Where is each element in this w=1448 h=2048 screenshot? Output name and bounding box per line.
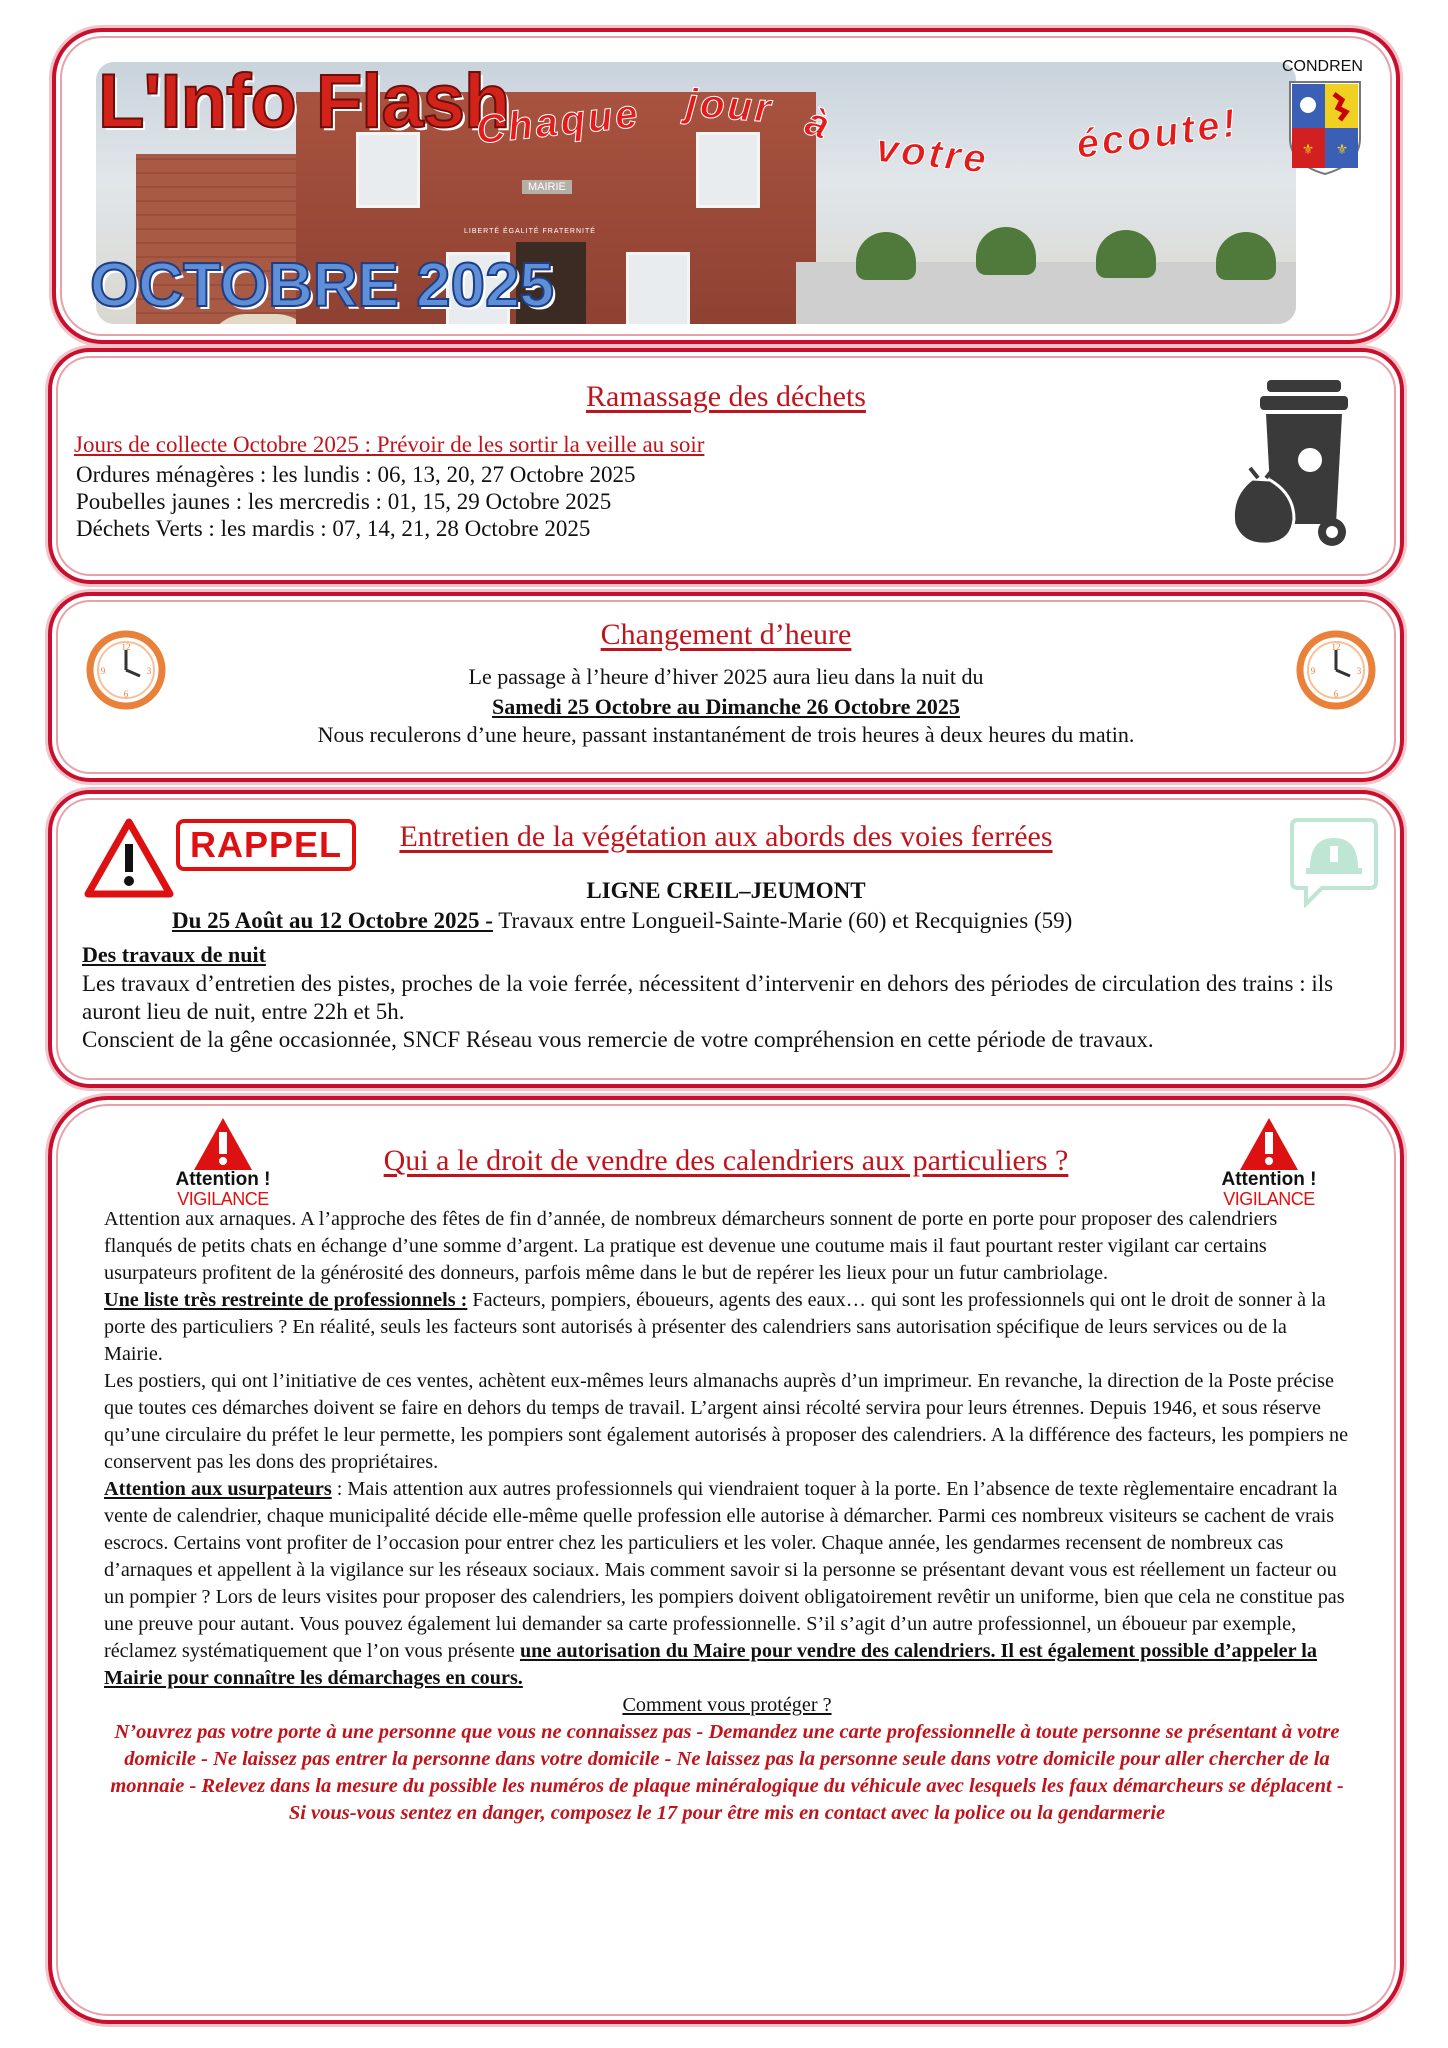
railway-dates-line <box>172 908 1072 934</box>
time-change-section <box>48 592 1404 782</box>
clock-number: 6 <box>123 689 129 699</box>
town-hall-sign: MAIRIE <box>522 180 572 194</box>
clock-number: 12 <box>121 642 131 652</box>
protect-heading: Comment vous protéger ? <box>622 1694 832 1716</box>
reminder-badge: RAPPEL <box>176 819 356 871</box>
newsletter-title: L'Info Flash <box>98 59 510 144</box>
clock-icon <box>1296 630 1376 710</box>
svg-text:⚜: ⚜ <box>1301 143 1315 158</box>
waste-title: Ramassage des déchets <box>586 380 866 413</box>
railway-title: Entretien de la végétation aux abords des voies ferrées <box>399 820 1053 853</box>
time-change-date: Samedi 25 Octobre au Dimanche 26 Octobre 2025 <box>492 694 960 719</box>
header-banner <box>52 28 1400 344</box>
calendars-body <box>104 1206 1350 1827</box>
clock-icon <box>86 630 166 710</box>
professionals-heading: Une liste très restreinte de professionnels : <box>104 1289 468 1311</box>
waste-line-green-waste: Déchets Verts : les mardis : 07, 14, 21, 28 Octobre 2025 <box>76 516 591 541</box>
waste-subtitle: Jours de collecte Octobre 2025 : Prévoir de les sortir la veille au soir <box>74 432 705 457</box>
slogan <box>476 72 1316 192</box>
railway-dates: Du 25 Août au 12 Octobre 2025 - <box>172 908 493 933</box>
slogan-word: à <box>799 99 838 149</box>
protect-advice: N’ouvrez pas votre porte à une personne que vous ne connaissez pas - Demandez une carte professionnelle à toute personne se présentant à votre domicile - Ne laissez pas entrer la personne dans votre domicile - Ne laissez pas la personne seule dans votre domicile pour aller chercher de la monnaie - Relevez dans la mesure du possible les numéros de plaque minéralogique du véhicule avec lesquels les faux démarcheurs se déplacent - Si vous-vous sentez en danger, composez le 17 pour être mis en contact avec la police ou la gendarmerie <box>110 1721 1344 1824</box>
waste-line-yellow-bins: Poubelles jaunes : les mercredis : 01, 15, 29 Octobre 2025 <box>76 489 612 514</box>
attention-label: Attention ! <box>175 1169 271 1190</box>
waste-line-household: Ordures ménagères : les lundis : 06, 13, 20, 27 Octobre 2025 <box>76 462 636 487</box>
commune-name: CONDREN <box>1282 58 1363 75</box>
time-change-line3: Nous reculerons d’une heure, passant instantanément de trois heures à deux heures du matin. <box>317 722 1135 747</box>
calendars-intro: Attention aux arnaques. A l’approche des fêtes de fin d’année, de nombreux démarcheurs sonnent de porte en porte pour proposer des calendriers flanqués de petits chats en échange d’une somme d’argent. La pratique est devenue une coutume mais il faut pourtant rester vigilant car certains usurpateurs profitent de la générosité des donneurs, parfois même dans le but de repérer les lieux pour un futur cambriolage. <box>104 1208 1278 1284</box>
vigilance-label: VIGILANCE <box>177 1189 269 1209</box>
usurpers-heading: Attention aux usurpateurs <box>104 1478 332 1500</box>
slogan-word: jour <box>684 81 776 132</box>
railway-thanks: Conscient de la gêne occasionnée, SNCF Réseau vous remercie de votre compréhension en cette période de travaux. <box>82 1027 1154 1052</box>
newsletter-month: OCTOBRE 2025 <box>90 251 555 320</box>
waste-collection-section <box>48 348 1404 584</box>
clock-number: 6 <box>1333 689 1339 699</box>
railway-paragraph: Les travaux d’entretien des pistes, proches de la voie ferrée, nécessitent d’intervenir en dehors des périodes de circulation des trains : ils auront lieu de nuit, entre 22h et 5h. <box>82 971 1334 1024</box>
slogan-word: Chaque <box>474 91 643 153</box>
railway-line-name: LIGNE CREIL–JEUMONT <box>586 878 866 903</box>
railway-location: Travaux entre Longueil-Sainte-Marie (60) et Recquignies (59) <box>492 908 1073 933</box>
svg-text:⚜: ⚜ <box>1335 143 1349 158</box>
calendars-professionals <box>104 1287 1350 1368</box>
clock-number: 12 <box>1331 642 1341 652</box>
calendars-title: Qui a le droit de vendre des calendriers aux particuliers ? <box>383 1144 1069 1177</box>
trash-bin-icon <box>1222 374 1362 554</box>
calendars-postiers: Les postiers, qui ont l’initiative de ces ventes, achètent eux-mêmes leurs almanachs auprès d’un imprimeur. En revanche, la direction de la Poste précise que toutes ces démarches doivent se faire en dehors du temps de travail. L’argent ainsi récolté servira pour leurs étrennes. Depuis 1946, et sous réserve qu’une circulaire du préfet le leur permette, les pompiers sont également autorisés à proposer des calendriers. A la différence des facteurs, les pompiers ne conservent pas les dons des propriétaires. <box>104 1370 1349 1473</box>
clock-number: 9 <box>100 666 106 676</box>
time-change-line1: Le passage à l’heure d’hiver 2025 aura lieu dans la nuit du <box>468 664 984 689</box>
railway-section <box>48 790 1404 1088</box>
town-hall-motto: LIBERTÉ ÉGALITÉ FRATERNITÉ <box>464 228 596 235</box>
slogan-word: écoute! <box>1073 100 1242 168</box>
time-change-title: Changement d’heure <box>600 618 852 651</box>
usurpers-text: : Mais attention aux autres professionnels qui viendraient toquer à la porte. En l’absence de texte règlementaire encadrant la vente de calendrier, chaque municipalité décide elle-même quelle profession elle autorise à démarcher. Parmi ces nombreux visiteurs se cachent de vrais escrocs. Certains vont profiter de l’occasion pour entrer chez les particuliers et les voler. Chaque année, les gendarmes recensent de nombreux cas d’arnaques et appellent à la vigilance sur les réseaux sociaux. Mais comment savoir si la personne se présentant devant vous est réellement un facteur ou un pompier ? Lors de leurs visites pour proposer des calendriers, les pompiers doivent obligatoirement revêtir un uniforme, bien que cela ne constitue pas une preuve pour autant. Vous pouvez également lui demander sa carte professionnelle. S’il s’agit d’un autre professionnel, un éboueur par exemple, réclamez systématiquement que l’on vous présente <box>104 1478 1345 1662</box>
attention-label: Attention ! <box>1221 1169 1317 1190</box>
usurpers-mayor-authorization: une autorisation du Maire pour vendre des calendriers. Il est également possible d’appeler la Mairie pour connaître les démarchages en cours. <box>104 1640 1317 1689</box>
calendar-scam-section <box>48 1096 1404 2024</box>
coat-of-arms-icon <box>1288 80 1362 176</box>
professionals-text: Facteurs, pompiers, éboueurs, agents des eaux… qui sont les professionnels qui ont le droit de sonner à la porte des particuliers ? En réalité, seuls les facteurs sont autorisés à présenter des calendriers sans autorisation spécifique de leurs services ou de la Mairie. <box>104 1289 1326 1365</box>
vigilance-label: VIGILANCE <box>1223 1189 1315 1209</box>
clock-number: 9 <box>1310 666 1316 676</box>
railway-subheading: Des travaux de nuit <box>82 942 266 967</box>
clock-number: 3 <box>146 666 152 676</box>
slogan-word: votre <box>874 126 991 182</box>
calendars-usurpers <box>104 1476 1350 1692</box>
clock-number: 3 <box>1356 666 1362 676</box>
